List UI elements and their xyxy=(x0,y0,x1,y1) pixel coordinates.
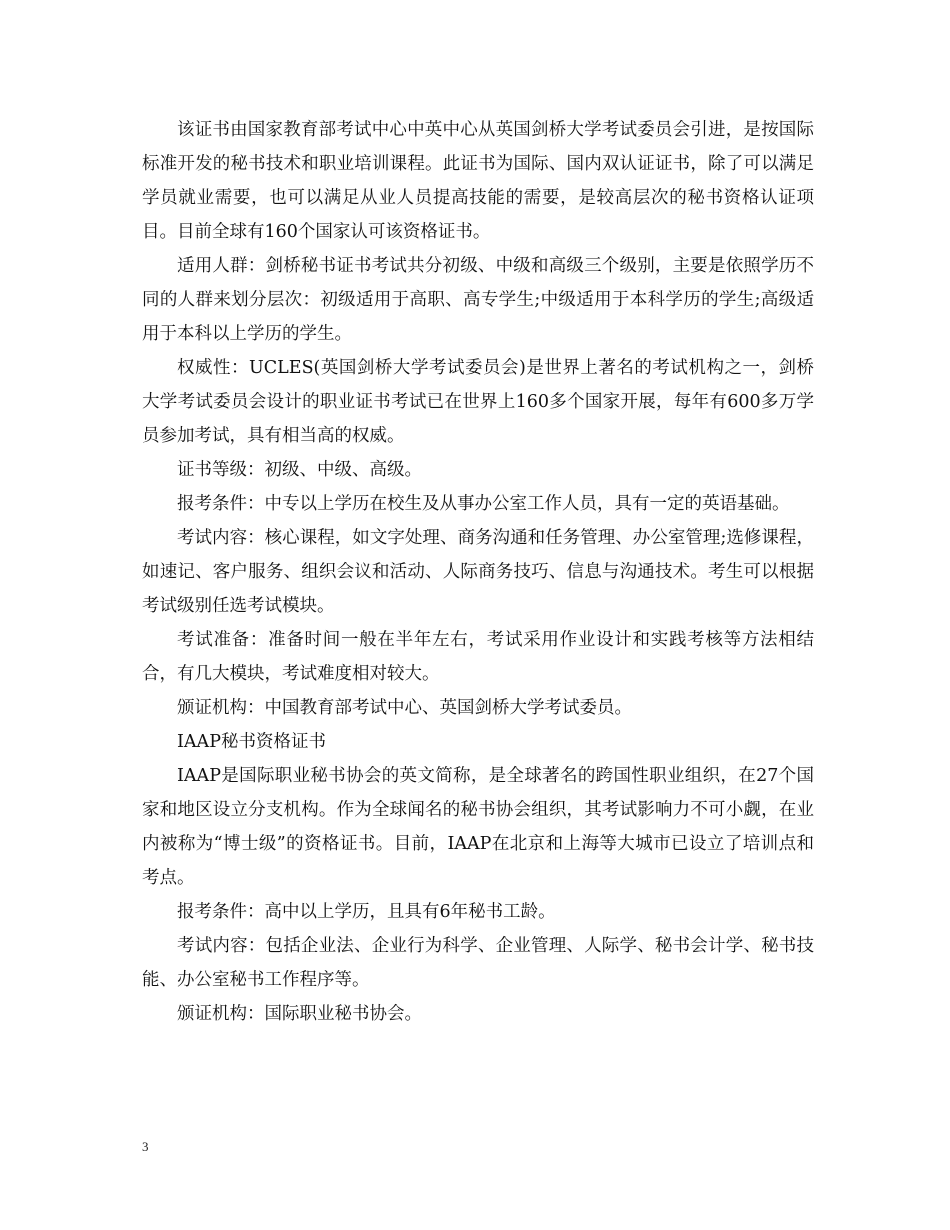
paragraph-iaap-intro: IAAP是国际职业秘书协会的英文简称，是全球著名的跨国性职业组织，在27个国家和地区设立分支机构。作为全球闻名的秘书协会组织，其考试影响力不可小觑，在业内被称为“博士级”的资格证书。目前，IAAP在北京和上海等大城市已设立了培训点和考点。 xyxy=(142,766,814,888)
section-heading-iaap: IAAP秘书资格证书 xyxy=(177,732,326,752)
paragraph-target-audience: 适用人群：剑桥秘书证书考试共分初级、中级和高级三个级别，主要是依照学历不同的人群来划分层次：初级适用于高职、高专学生;中级适用于本科学历的学生;高级适用于本科以上学历的学生。 xyxy=(142,256,814,344)
document-body xyxy=(142,113,814,1031)
paragraph-authority: 权威性：UCLES(英国剑桥大学考试委员会)是世界上著名的考试机构之一，剑桥大学考试委员会设计的职业证书考试已在世界上160多个国家开展，每年有600多万学员参加考试，具有相当高的权威。 xyxy=(142,358,814,446)
paragraph-cambridge-requirements: 报考条件：中专以上学历在校生及从事办公室工作人员，具有一定的英语基础。 xyxy=(177,494,790,514)
paragraph-iaap-content: 考试内容：包括企业法、企业行为科学、企业管理、人际学、秘书会计学、秘书技能、办公室秘书工作程序等。 xyxy=(142,936,814,990)
paragraph-cambridge-issuer: 颁证机构：中国教育部考试中心、英国剑桥大学考试委员。 xyxy=(177,698,632,718)
paragraph-cambridge-content: 考试内容：核心课程，如文字处理、商务沟通和任务管理、办公室管理;选修课程，如速记、客户服务、组织会议和活动、人际商务技巧、信息与沟通技术。考生可以根据考试级别任选考试模块。 xyxy=(142,528,814,616)
paragraph-iaap-issuer: 颁证机构：国际职业秘书协会。 xyxy=(177,1004,422,1024)
paragraph-cambridge-intro: 该证书由国家教育部考试中心中英中心从英国剑桥大学考试委员会引进，是按国际标准开发的秘书技术和职业培训课程。此证书为国际、国内双认证证书，除了可以满足学员就业需要，也可以满足从业人员提高技能的需要，是较高层次的秘书资格认证项目。目前全球有160个国家认可该资格证书。 xyxy=(142,120,814,242)
paragraph-certificate-levels: 证书等级：初级、中级、高级。 xyxy=(177,460,422,480)
paragraph-exam-preparation: 考试准备：准备时间一般在半年左右，考试采用作业设计和实践考核等方法相结合，有几大模块，考试难度相对较大。 xyxy=(142,630,814,684)
page-number: 3 xyxy=(142,1139,149,1154)
paragraph-iaap-requirements: 报考条件：高中以上学历，且具有6年秘书工龄。 xyxy=(177,902,556,922)
